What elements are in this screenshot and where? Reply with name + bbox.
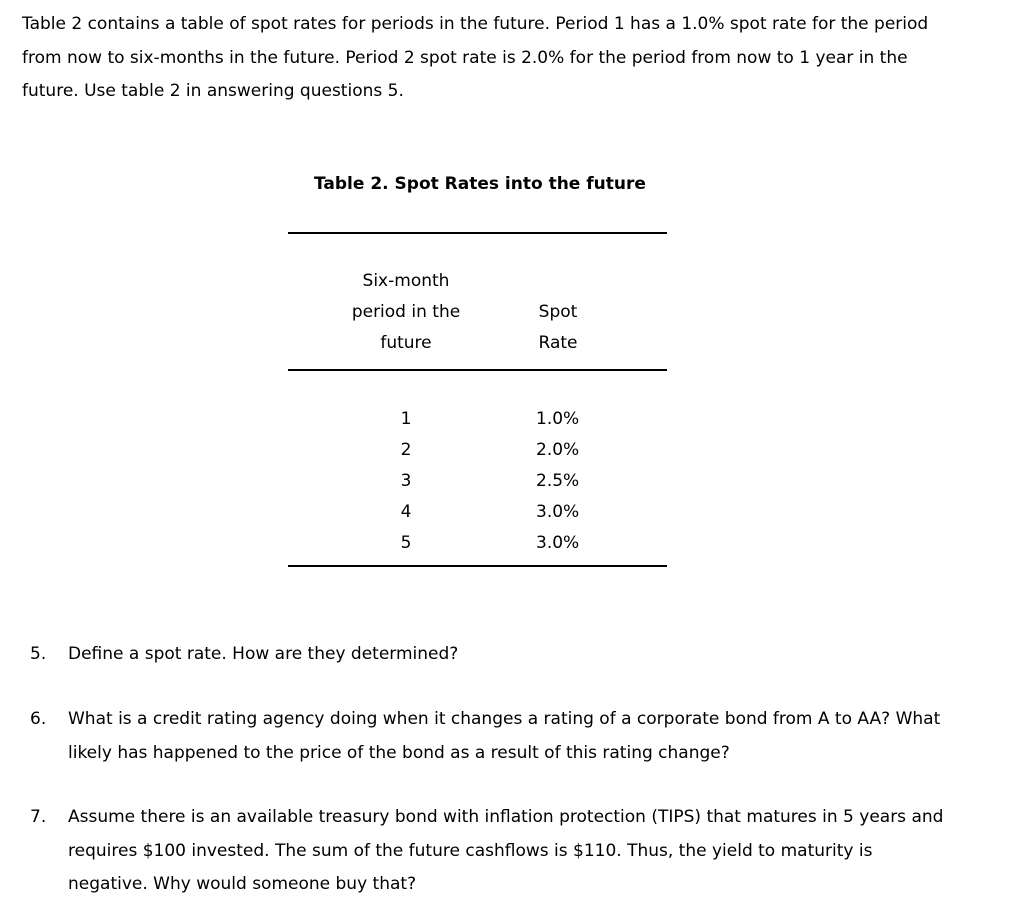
question-6 [30, 703, 950, 770]
intro-paragraph: Table 2 contains a table of spot rates for periods in the future. Period 1 has a 1.0% spot rate for the period from now to six-months in the future. Period 2 spot rate is 2.0% for the period from now to 1 year in the future. Use table 2 in answering questions 5. [22, 14, 929, 101]
period-cell: 4 [400, 502, 412, 522]
table-row [300, 497, 660, 528]
table-header-rule [288, 369, 667, 371]
rate-header-line-2: Rate [538, 333, 578, 353]
period-cell: 2 [400, 440, 412, 460]
period-cell: 3 [400, 471, 412, 491]
period-cell: 5 [400, 533, 412, 553]
question-text: Assume there is an available treasury bond with inflation protection (TIPS) that matures in 5 years and requires $100 invested. The sum of the future cashflows is $110. Thus, the yield to maturity is negative. Why would someone buy that? [68, 807, 944, 894]
question-number: 7. [30, 807, 47, 827]
period-header-line-2: period in the [351, 302, 461, 322]
table-row [300, 466, 660, 497]
rate-cell: 2.0% [536, 440, 580, 460]
table-bottom-rule [288, 565, 667, 567]
rate-cell: 2.5% [536, 471, 580, 491]
period-column-header [326, 266, 486, 359]
question-7 [30, 801, 950, 902]
question-text: What is a credit rating agency doing when it changes a rating of a corporate bond from A to AA? What likely has happened to the price of the bond as a result of this rating change? [68, 709, 941, 763]
table-row [300, 528, 660, 559]
period-header-line-3: future [380, 333, 432, 353]
table-top-rule [288, 232, 667, 234]
rate-header-line-1: Spot [538, 302, 578, 322]
question-number: 6. [30, 709, 47, 729]
period-header-line-1: Six-month [362, 271, 450, 291]
period-cell: 1 [400, 409, 412, 429]
table-row [300, 435, 660, 466]
rate-column-header [508, 297, 608, 359]
table-row [300, 404, 660, 435]
rate-cell: 1.0% [536, 409, 580, 429]
rate-cell: 3.0% [536, 502, 580, 522]
table-title: Table 2. Spot Rates into the future [314, 174, 646, 194]
question-text: Define a spot rate. How are they determined? [68, 644, 459, 664]
spot-rate-table-body [300, 404, 660, 559]
question-5 [30, 638, 950, 672]
question-number: 5. [30, 644, 47, 664]
rate-cell: 3.0% [536, 533, 580, 553]
